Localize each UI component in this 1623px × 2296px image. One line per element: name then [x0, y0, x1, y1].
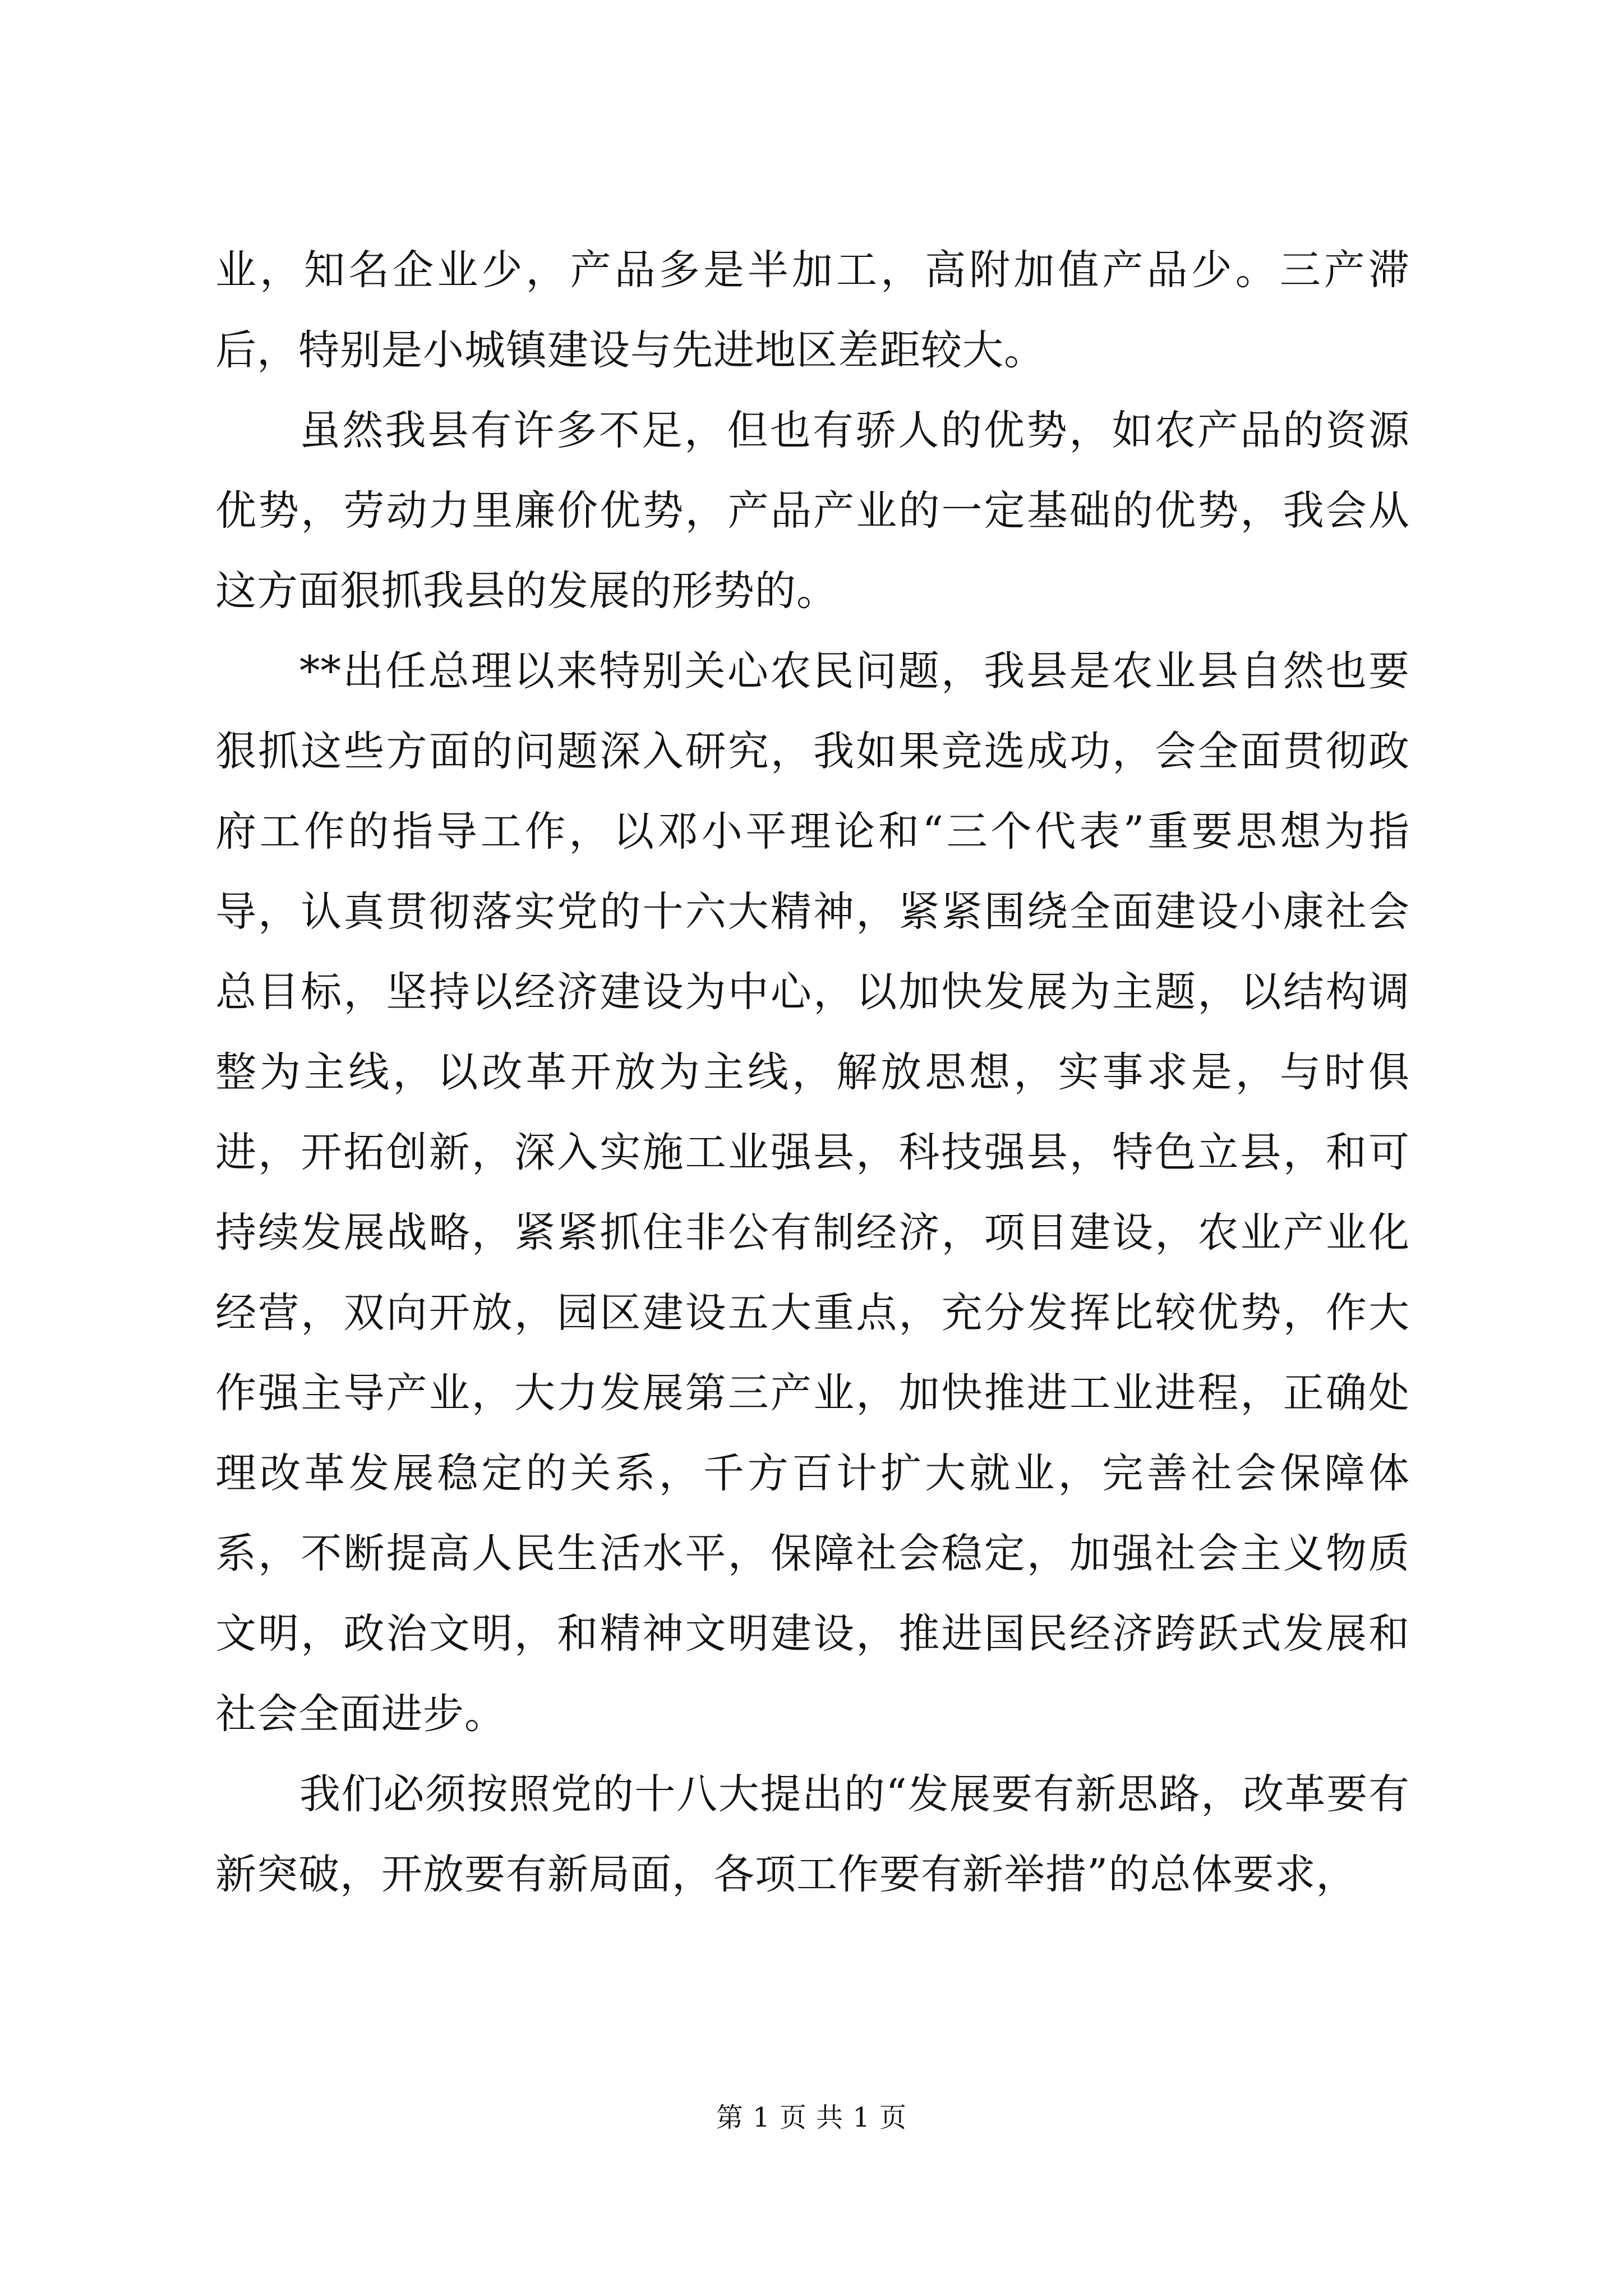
paragraph-4: 我们必须按照党的十八大提出的“发展要有新思路，改革要有新突破，开放要有新局面，各项工作要有新举措”的总体要求， — [215, 1770, 1410, 1898]
page-footer: 第 1 页 共 1 页 — [716, 2102, 907, 2133]
paragraph-3: **出任总理以来特别关心农民问题，我县是农业县自然也要狠抓这些方面的问题深入研究，我如果竞选成功，会全面贯彻政府工作的指导工作，以邓小平理论和“三个代表”重要思想为指导，认真贯彻落实党的十六大精神，紧紧围绕全面建设小康社会总目标，坚持以经济建设为中心，以加快发展为主题，以结构调整为主线，以改革开放为主线，解放思想，实事求是，与时俱进，开拓创新，深入实施工业强县，科技强县，特色立县，和可持续发展战略，紧紧抓住非公有制经济，项目建设，农业产业化经营，双向开放，园区建设五大重点，充分发挥比较优势，作大作强主导产业，大力发展第三产业，加快推进工业进程，正确处理改革发展稳定的关系，千方百计扩大就业，完善社会保障体系，不断提高人民生活水平，保障社会稳定，加强社会主义物质文明，政治文明，和精神文明建设，推进国民经济跨跃式发展和社会全面进步。 — [215, 647, 1410, 1738]
paragraph-2: 虽然我县有许多不足，但也有骄人的优势，如农产品的资源优势，劳动力里廉价优势，产品产业的一定基础的优势，我会从这方面狠抓我县的发展的形势的。 — [215, 407, 1410, 615]
document-body — [215, 230, 1410, 1915]
paragraph-1: 业，知名企业少，产品多是半加工，高附加值产品少。三产滞后，特别是小城镇建设与先进地区差距较大。 — [215, 246, 1410, 374]
